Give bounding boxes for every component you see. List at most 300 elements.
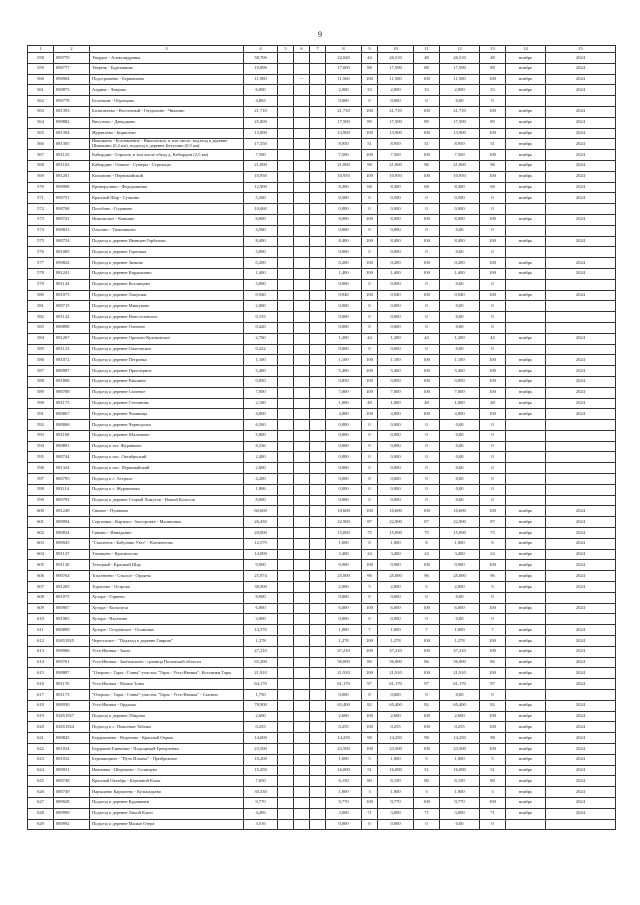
table-cell: 0: [414, 592, 440, 603]
table-cell: 3,516: [244, 819, 278, 830]
table-row: [28, 474, 616, 485]
table-cell: ноябрь: [506, 128, 546, 139]
table-cell: 2024: [546, 53, 616, 64]
table-cell: 89: [414, 117, 440, 128]
table-row: [28, 301, 616, 312]
table-cell: ноябрь: [506, 744, 546, 755]
table-cell: [506, 441, 546, 452]
table-cell: 100: [362, 409, 378, 420]
table-cell: 0,000: [326, 430, 362, 441]
table-cell: Подъезд к деревне Старый Хомутов - Новый Колосов: [90, 495, 244, 506]
table-cell: Чересполье - "Подъезд к деревне Гавриш": [90, 636, 244, 647]
table-cell: 100: [480, 355, 506, 366]
table-row: [28, 53, 616, 64]
table-cell: 080898: [54, 322, 90, 333]
table-cell: 16,000: [440, 765, 480, 776]
table-cell: 11,500: [440, 74, 480, 85]
table-cell: 0,000: [326, 225, 362, 236]
table-cell: 0: [362, 474, 378, 485]
table-cell: 2,600: [440, 711, 480, 722]
table-cell: 100: [480, 506, 506, 517]
table-cell: [310, 139, 326, 150]
table-row: [28, 506, 616, 517]
table-cell: 610: [28, 614, 54, 625]
table-cell: 578: [28, 268, 54, 279]
table-cell: 615: [28, 668, 54, 679]
table-cell: 97: [362, 679, 378, 690]
table-cell: [310, 290, 326, 301]
table-cell: 081267: [54, 333, 90, 344]
table-cell: [310, 247, 326, 258]
table-cell: 0: [414, 279, 440, 290]
table-cell: Подъезд к деревне Лбирова: [90, 711, 244, 722]
table-cell: 0,000: [378, 614, 414, 625]
table-cell: 090887: [54, 668, 90, 679]
table-cell: 2024: [546, 290, 616, 301]
table-cell: 1,000: [326, 538, 362, 549]
table-row: [28, 549, 616, 560]
table-cell: 25,000: [244, 117, 278, 128]
table-cell: 0,200: [244, 258, 278, 269]
table-cell: ноябрь: [506, 517, 546, 528]
table-cell: 3,400: [326, 549, 362, 560]
table-cell: 1,100: [326, 355, 362, 366]
table-row: [28, 744, 616, 755]
table-cell: 0: [362, 193, 378, 204]
table-cell: 0,00: [440, 474, 480, 485]
table-cell: 581: [28, 301, 54, 312]
table-cell: ноябрь: [506, 290, 546, 301]
table-cell: Никольское - Ковкино: [90, 214, 244, 225]
table-row: [28, 452, 616, 463]
table-cell: 0: [414, 301, 440, 312]
table-cell: 48: [480, 53, 506, 64]
table-cell: 2024: [546, 744, 616, 755]
table-cell: 3: [480, 787, 506, 798]
table-cell: 0: [362, 495, 378, 506]
table-cell: [278, 85, 294, 96]
table-cell: [278, 625, 294, 636]
table-cell: 2024: [546, 398, 616, 409]
table-cell: 9,900: [378, 560, 414, 571]
road-register-table: [27, 45, 616, 830]
table-cell: 30,330: [244, 787, 278, 798]
table-row: [28, 214, 616, 225]
table-cell: 100: [480, 258, 506, 269]
table-cell: 0: [480, 819, 506, 830]
table-cell: 78,900: [244, 700, 278, 711]
table-cell: 0: [362, 463, 378, 474]
table-cell: 5,400: [440, 366, 480, 377]
table-cell: [294, 614, 310, 625]
table-cell: 17,350: [244, 139, 278, 150]
table-cell: 0,000: [378, 484, 414, 495]
table-cell: ноябрь: [506, 193, 546, 204]
table-cell: 0,850: [440, 376, 480, 387]
table-cell: Хутора - Нагатино: [90, 614, 244, 625]
table-cell: 4,200: [244, 474, 278, 485]
table-cell: 100: [362, 214, 378, 225]
table-cell: 081241: [54, 268, 90, 279]
table-cell: [294, 441, 310, 452]
table-cell: 4,000: [326, 409, 362, 420]
table-row: [28, 690, 616, 701]
table-cell: [294, 690, 310, 701]
table-cell: 13,900: [326, 128, 362, 139]
table-cell: [294, 722, 310, 733]
table-cell: [506, 495, 546, 506]
table-cell: Журавлево - Бирюлево: [90, 128, 244, 139]
table-cell: [278, 376, 294, 387]
table-cell: [310, 301, 326, 312]
table-cell: 599: [28, 495, 54, 506]
table-cell: 080930: [54, 700, 90, 711]
table-row: [28, 571, 616, 582]
table-cell: [310, 150, 326, 161]
table-cell: 080992: [54, 819, 90, 830]
table-cell: 0: [480, 322, 506, 333]
table-row: [28, 117, 616, 128]
table-cell: 100: [480, 722, 506, 733]
table-cell: 0: [414, 474, 440, 485]
table-row: [28, 420, 616, 431]
table-cell: 090761: [54, 657, 90, 668]
table-cell: 15,000: [378, 528, 414, 539]
table-cell: [294, 312, 310, 323]
table-cell: 15,000: [326, 528, 362, 539]
table-cell: [506, 344, 546, 355]
table-cell: 0: [480, 690, 506, 701]
table-cell: 100: [480, 711, 506, 722]
table-row: [28, 312, 616, 323]
table-cell: 080868: [54, 420, 90, 431]
table-cell: Хутора - Горнево: [90, 592, 244, 603]
table-cell: 20,000: [244, 528, 278, 539]
table-cell: [294, 571, 310, 582]
table-cell: 0,850: [244, 376, 278, 387]
table-cell: 1,000: [440, 625, 480, 636]
table-cell: 65,200: [244, 657, 278, 668]
table-cell: ноябрь: [506, 85, 546, 96]
table-cell: 87: [362, 517, 378, 528]
table-cell: 9,770: [378, 797, 414, 808]
table-cell: ноябрь: [506, 700, 546, 711]
table-cell: Подъезд к с. Покоевые Табаны: [90, 722, 244, 733]
table-cell: 10,600: [326, 506, 362, 517]
table-cell: 0,200: [440, 258, 480, 269]
table-cell: 16,000: [378, 765, 414, 776]
table-cell: 61,170: [440, 679, 480, 690]
table-cell: 3,400: [378, 549, 414, 560]
table-cell: [546, 420, 616, 431]
table-cell: [310, 85, 326, 96]
table-cell: 2,000: [326, 582, 362, 593]
table-cell: 100: [362, 711, 378, 722]
table-cell: 82: [480, 700, 506, 711]
table-cell: [278, 517, 294, 528]
column-header: 5: [278, 46, 294, 53]
table-cell: 585: [28, 344, 54, 355]
table-cell: 100: [362, 506, 378, 517]
table-cell: 080899: [54, 625, 90, 636]
table-cell: 1,000: [440, 398, 480, 409]
table-cell: 100: [414, 366, 440, 377]
table-cell: 081127: [54, 549, 90, 560]
table-cell: 100: [414, 106, 440, 117]
table-cell: 1,000: [378, 754, 414, 765]
table-cell: 2024: [546, 808, 616, 819]
table-cell: [310, 646, 326, 657]
table-cell: 0,000: [326, 690, 362, 701]
table-cell: Ивашкино - Богоявление - Никольское, в том числе: подъезд к деревне Шишкино (0,2 км), подъезд к деревне Бечугино (0,5 км): [90, 139, 244, 150]
table-cell: 0: [414, 452, 440, 463]
table-cell: 0,00: [440, 592, 480, 603]
table-cell: 25,000: [440, 571, 480, 582]
table-cell: [294, 63, 310, 74]
table-cell: [294, 711, 310, 722]
table-cell: 100: [414, 506, 440, 517]
table-cell: Бердышнево - Веденово - Красный Овраж: [90, 733, 244, 744]
table-cell: [506, 225, 546, 236]
table-cell: 100: [480, 560, 506, 571]
table-cell: 2024: [546, 366, 616, 377]
table-cell: 44: [414, 333, 440, 344]
table-cell: [310, 441, 326, 452]
table-cell: Подъезд к деревне Иванцев-Горбатова: [90, 236, 244, 247]
table-cell: 0,255: [378, 722, 414, 733]
table-cell: 100: [362, 603, 378, 614]
table-cell: [294, 582, 310, 593]
table-cell: 0,00: [440, 301, 480, 312]
table-cell: 566: [28, 139, 54, 150]
table-cell: 620: [28, 722, 54, 733]
table-cell: 4,000: [378, 409, 414, 420]
table-cell: [278, 495, 294, 506]
table-row: [28, 625, 616, 636]
table-cell: 2024: [546, 171, 616, 182]
table-cell: 100: [362, 74, 378, 85]
table-cell: 89: [362, 117, 378, 128]
table-cell: 619: [28, 711, 54, 722]
table-cell: [310, 376, 326, 387]
table-cell: [546, 344, 616, 355]
table-cell: 58,706: [244, 53, 278, 64]
table-cell: 081072: [54, 355, 90, 366]
table-row: [28, 193, 616, 204]
table-cell: [278, 268, 294, 279]
table-cell: Подъезд к деревне Оленево: [90, 322, 244, 333]
table-cell: 0: [414, 193, 440, 204]
table-cell: 0,00: [440, 690, 480, 701]
table-cell: [310, 463, 326, 474]
table-cell: 2024: [546, 182, 616, 193]
table-cell: 100: [480, 214, 506, 225]
table-cell: [278, 301, 294, 312]
table-cell: [278, 344, 294, 355]
table-cell: ноябрь: [506, 160, 546, 171]
table-row: [28, 150, 616, 161]
table-cell: 080945: [54, 538, 90, 549]
table-cell: 80: [362, 776, 378, 787]
table-cell: 5,200: [244, 193, 278, 204]
table-cell: 47,210: [326, 646, 362, 657]
table-row: [28, 700, 616, 711]
table-cell: 2024: [546, 711, 616, 722]
table-cell: 564: [28, 117, 54, 128]
table-cell: 2024: [546, 150, 616, 161]
table-cell: [310, 538, 326, 549]
table-cell: 21,910: [326, 668, 362, 679]
table-cell: [278, 603, 294, 614]
table-row: [28, 754, 616, 765]
table-cell: 1,000: [378, 625, 414, 636]
table-cell: 0: [362, 441, 378, 452]
table-cell: [310, 765, 326, 776]
table-cell: 96: [480, 571, 506, 582]
table-cell: 608: [28, 592, 54, 603]
table-cell: [310, 333, 326, 344]
table-cell: 2024: [546, 409, 616, 420]
table-cell: 1,000: [326, 625, 362, 636]
table-cell: 0,000: [378, 474, 414, 485]
table-cell: 0,255: [440, 722, 480, 733]
table-cell: [506, 484, 546, 495]
table-cell: 0: [480, 484, 506, 495]
table-row: [28, 603, 616, 614]
table-cell: Подъезд к деревне Лапушки: [90, 290, 244, 301]
table-cell: [278, 474, 294, 485]
table-cell: [294, 344, 310, 355]
table-cell: 0: [362, 614, 378, 625]
table-cell: [310, 366, 326, 377]
table-cell: Усть-Ивовка - Заоль: [90, 646, 244, 657]
table-cell: Подъезд к с. Журавлевка: [90, 484, 244, 495]
table-cell: 21,000: [326, 160, 362, 171]
table-cell: 2,000: [244, 463, 278, 474]
table-cell: 22,900: [326, 517, 362, 528]
table-cell: [506, 279, 546, 290]
table-cell: 6,150: [378, 776, 414, 787]
table-cell: [310, 214, 326, 225]
table-row: [28, 484, 616, 495]
table-cell: [294, 171, 310, 182]
table-cell: 0,000: [440, 204, 480, 215]
table-cell: 558: [28, 53, 54, 64]
table-cell: 4,206: [244, 808, 278, 819]
column-header: 14: [506, 46, 546, 53]
table-cell: [294, 355, 310, 366]
table-cell: [294, 700, 310, 711]
table-cell: 3,000: [244, 247, 278, 258]
table-cell: 569: [28, 171, 54, 182]
table-cell: 9,900: [440, 560, 480, 571]
table-cell: 0: [362, 420, 378, 431]
table-cell: 622: [28, 744, 54, 755]
table-cell: Подъезд к деревне Чаливица: [90, 409, 244, 420]
table-cell: 10,200: [244, 754, 278, 765]
table-cell: 68: [414, 182, 440, 193]
table-cell: 68: [480, 182, 506, 193]
table-cell: [506, 463, 546, 474]
table-cell: [294, 150, 310, 161]
table-cell: 25,000: [326, 571, 362, 582]
table-cell: 590: [28, 398, 54, 409]
table-cell: 568: [28, 160, 54, 171]
table-cell: 0: [480, 452, 506, 463]
table-cell: 0,00: [440, 96, 480, 107]
table-cell: 1,750: [244, 690, 278, 701]
table-cell: 081173: [54, 398, 90, 409]
table-cell: 21,710: [440, 106, 480, 117]
table-cell: 75: [480, 528, 506, 539]
table-cell: [294, 517, 310, 528]
table-cell: [278, 506, 294, 517]
table-cell: 090875: [54, 85, 90, 96]
table-cell: [294, 646, 310, 657]
table-cell: 75: [414, 528, 440, 539]
table-cell: Подъезд к деревне Шалашово: [90, 430, 244, 441]
table-cell: 97: [414, 679, 440, 690]
table-cell: [294, 128, 310, 139]
table-cell: [546, 312, 616, 323]
table-cell: [546, 96, 616, 107]
table-cell: [294, 236, 310, 247]
table-cell: 100: [480, 376, 506, 387]
table-cell: 100: [480, 268, 506, 279]
table-cell: [506, 312, 546, 323]
table-cell: 0: [414, 614, 440, 625]
table-cell: 60,600: [244, 506, 278, 517]
table-cell: 0,000: [326, 495, 362, 506]
table-cell: 0,00: [440, 484, 480, 495]
table-cell: 0: [480, 430, 506, 441]
table-cell: 081114: [54, 484, 90, 495]
table-cell: 2024: [546, 625, 616, 636]
table-cell: [506, 322, 546, 333]
table-cell: 98: [480, 733, 506, 744]
table-cell: 21,710: [244, 106, 278, 117]
table-cell: 100: [414, 711, 440, 722]
table-row: [28, 279, 616, 290]
table-cell: 8,336: [244, 441, 278, 452]
table-cell: 0: [480, 614, 506, 625]
table-cell: 100: [362, 355, 378, 366]
table-cell: 100: [414, 376, 440, 387]
table-cell: 0,000: [326, 312, 362, 323]
table-cell: 89: [480, 117, 506, 128]
table-cell: 0,255: [326, 722, 362, 733]
table-cell: 2024: [546, 528, 616, 539]
table-cell: Тверечь - Буртышино: [90, 63, 244, 74]
table-cell: ноябрь: [506, 139, 546, 150]
table-cell: 0,00: [440, 247, 480, 258]
table-cell: 0,000: [378, 452, 414, 463]
table-cell: 7,000: [326, 387, 362, 398]
table-cell: 19,896: [244, 63, 278, 74]
table-row: [28, 366, 616, 377]
table-cell: [310, 700, 326, 711]
table-cell: 0: [414, 463, 440, 474]
table-cell: 8,400: [440, 236, 480, 247]
table-cell: 1,200: [378, 333, 414, 344]
column-header: 6: [294, 46, 310, 53]
table-cell: 0,500: [326, 193, 362, 204]
table-cell: ноябрь: [506, 398, 546, 409]
table-cell: 080928: [54, 797, 90, 808]
table-cell: 71: [414, 808, 440, 819]
table-cell: ноябрь: [506, 797, 546, 808]
table-cell: 090764: [54, 571, 90, 582]
